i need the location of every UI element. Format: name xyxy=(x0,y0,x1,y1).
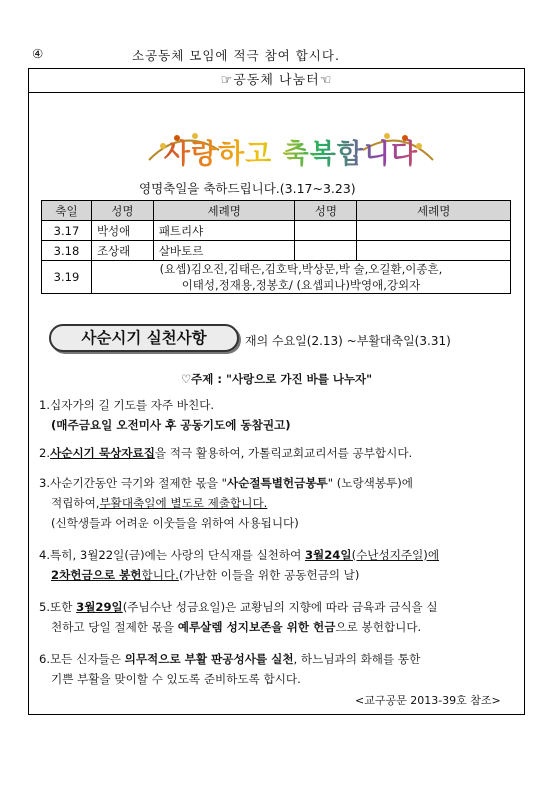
banner-text: 사랑하고 축복합니다 xyxy=(141,132,441,171)
practice-item-6 xyxy=(39,649,519,689)
item-text: 2차헌금으로 봉헌 xyxy=(51,568,142,582)
lent-period: 재의 수요일(2.13) ~부활대축일(3.31) xyxy=(245,334,451,348)
feast-date: 3.19 xyxy=(42,261,92,294)
item-text: 예루살렘 성지보존을 위한 헌금 xyxy=(177,620,336,634)
item-text: 4.특히, xyxy=(39,548,80,562)
item-text: (매주금요일 오전미사 후 공동기도에 동참권고) xyxy=(51,418,291,432)
item-text: " (노랑색봉투)에 xyxy=(327,476,413,490)
baptismal-name xyxy=(357,221,511,241)
item-text: 기쁜 부활을 맞이할 수 있도록 준비하도록 합시다. xyxy=(51,672,301,686)
reference-note: <교구공문 2013-39호 참조> xyxy=(355,694,501,707)
greeting-banner xyxy=(141,122,441,182)
lent-title: 사순시기 실천사항 xyxy=(49,324,239,352)
feast-date: 3.18 xyxy=(42,241,92,261)
feast-day-caption: 영명축일을 축하드립니다.(3.17~3.23) xyxy=(139,181,356,196)
column-header: 세례명 xyxy=(357,201,511,221)
practice-item-5 xyxy=(39,597,519,637)
joseph-names-cell xyxy=(91,261,510,294)
item-text: 천하고 당일 절제한 몫을 xyxy=(51,620,178,634)
header-slogan: 소공동체 모임에 적극 참여 합시다. xyxy=(132,48,340,63)
practice-item-2 xyxy=(39,443,519,463)
baptismal-name xyxy=(357,241,511,261)
item-text: (가난한 이들을 위한 공동헌금의 날) xyxy=(178,568,360,582)
item-text: 6.모든 신자들은 xyxy=(39,652,125,666)
item-text: (수난성지주일)에 xyxy=(351,548,440,562)
person-name: 박성애 xyxy=(91,221,153,241)
item-text: 사순절특별헌금봉투 xyxy=(226,476,328,490)
column-header: 세례명 xyxy=(153,201,295,221)
lent-theme: ♡주제 : "사랑으로 가진 바를 나누자" xyxy=(180,372,373,386)
item-text: 부활대축일에 별도로 제출합니다. xyxy=(99,496,268,510)
item-text: 3월29일 xyxy=(76,600,123,614)
feast-day-table xyxy=(41,200,511,294)
names-line: (요셉)김오진,김태은,김호탁,박상문,박 술,오길환,이종흔, xyxy=(159,262,443,276)
item-text: 2. xyxy=(39,446,51,460)
item-text: 을 적극 활용하여, 가톨릭교회교리서를 공부합시다. xyxy=(154,446,413,460)
item-text: , 하느님과의 화해를 통한 xyxy=(293,652,421,666)
item-text: 으로 봉헌합니다. xyxy=(335,620,422,634)
item-text: (신학생들과 어려운 이웃들을 위하여 사용됩니다) xyxy=(51,516,299,530)
person-name: 조상래 xyxy=(91,241,153,261)
page-number: ④ xyxy=(32,46,44,61)
practice-item-1 xyxy=(39,395,519,435)
item-text: 적립하여, xyxy=(51,496,100,510)
community-section xyxy=(28,68,525,715)
column-header: 성명 xyxy=(295,201,357,221)
baptismal-name: 살바토르 xyxy=(153,241,295,261)
section-title: ☞공동체 나눔터☜ xyxy=(29,69,524,93)
person-name xyxy=(295,241,357,261)
practice-item-3 xyxy=(39,473,519,533)
item-text: 5.또한 xyxy=(39,600,77,614)
column-header: 성명 xyxy=(91,201,153,221)
item-text: 1.십자가의 길 기도를 자주 바친다. xyxy=(39,398,215,412)
practice-item-4 xyxy=(39,545,519,585)
baptismal-name: 패트리샤 xyxy=(153,221,295,241)
feast-date: 3.17 xyxy=(42,221,92,241)
item-text: 3월24일 xyxy=(304,548,352,562)
names-line: 이태성,정재용,정봉호/ (요셉피나)박영애,강외자 xyxy=(181,278,421,292)
table-row xyxy=(42,241,511,261)
item-text: 합니다. xyxy=(141,568,179,582)
item-text: 3월22일(금)에는 사랑의 단식재를 실천하여 xyxy=(79,548,305,562)
table-row xyxy=(42,261,511,294)
table-row xyxy=(42,221,511,241)
person-name xyxy=(295,221,357,241)
item-text: 3.사순기간동안 극기와 절제한 몫을 " xyxy=(39,476,227,490)
table-header-row xyxy=(42,201,511,221)
item-text: (주님수난 성금요일)은 교황님의 지향에 따라 금육과 금식을 실 xyxy=(122,600,438,614)
item-text: 사순시기 묵상자료집 xyxy=(50,446,155,460)
column-header: 축일 xyxy=(42,201,92,221)
item-text: 의무적으로 부활 판공성사를 실천 xyxy=(124,652,294,666)
